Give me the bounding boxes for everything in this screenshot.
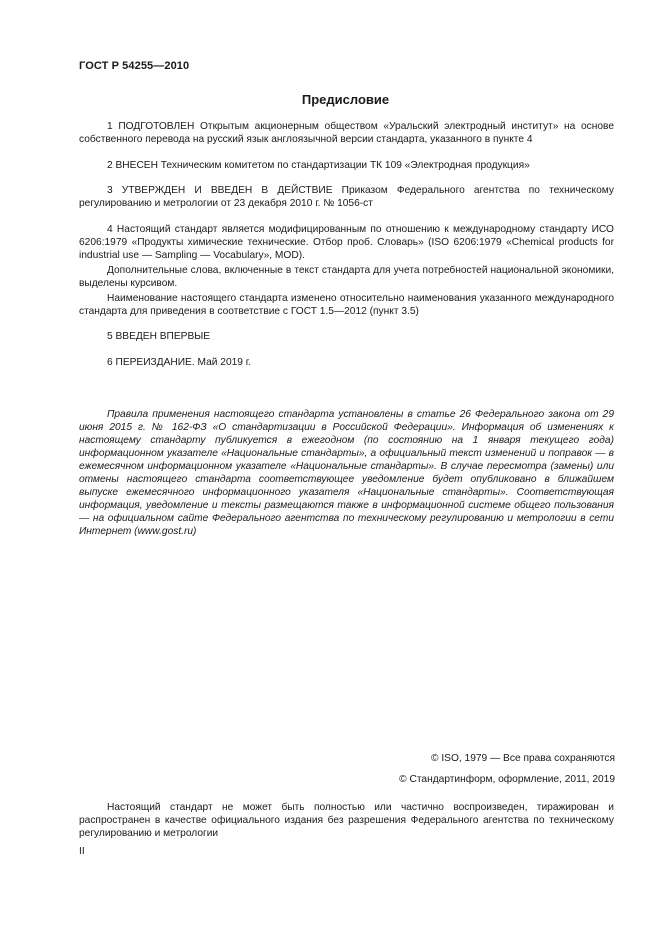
page-number: II: [79, 846, 85, 857]
paragraph-3: 3 УТВЕРЖДЕН И ВВЕДЕН В ДЕЙСТВИЕ Приказом Федерального агентства по техническому регулированию и метрологии от 23 декабря 2010 г. № 1056-ст: [79, 185, 614, 209]
application-rules-notice: Правила применения настоящего стандарта установлены в статье 26 Федерального закона от 29 июня 2015 г. № 162-ФЗ «О стандартизации в Российской Федерации». Информация об изменениях к настоящему стандарту публикуется в ежегодном (по состоянию на 1 января текущего года) информационном указателе «Национальные стандарты», а официальный текст изменений и поправок — в ежемесячном информационном указателе «Национальные стандарты». В случае пересмотра (замены) или отмены настоящего стандарта соответствующее уведомление будет опубликовано в ближайшем выпуске ежемесячного информационного указателя «Национальные стандарты». Соответствующая информация, уведомление и тексты размещаются также в информационной системе общего пользования — на официальном сайте Федерального агентства по техническому регулированию и метрологии в сети Интернет (www.gost.ru): [79, 409, 614, 537]
paragraph-4-additional-words: Дополнительные слова, включенные в текст стандарта для учета потребностей национальной экономики, выделены курсивом.: [79, 265, 614, 289]
document-header: ГОСТ Р 54255—2010: [79, 60, 190, 72]
paragraph-4: 4 Настоящий стандарт является модифицированным по отношению к международному стандарту ИСО 6206:1979 «Продукты химические технические. Отбор проб. Словарь» (ISO 6206:1979 «Chemical products for industrial use — Sampling — Vocabulary», MOD).: [79, 224, 614, 261]
copyright-iso: © ISO, 1979 — Все права сохраняются: [431, 753, 615, 764]
paragraph-6: 6 ПЕРЕИЗДАНИЕ. Май 2019 г.: [107, 357, 252, 368]
copyright-standartinform: © Стандартинформ, оформление, 2011, 2019: [399, 774, 615, 785]
page-title: Предисловие: [301, 92, 390, 107]
reproduction-notice: Настоящий стандарт не может быть полностью или частично воспроизведен, тиражирован и распространен в качестве официального издания без разрешения Федерального агентства по техническому регулированию и метрологии: [79, 802, 614, 839]
paragraph-1: 1 ПОДГОТОВЛЕН Открытым акционерным обществом «Уральский электродный институт» на основе собственного перевода на русский язык англоязычной версии стандарта, указанного в пункте 4: [79, 121, 614, 145]
paragraph-2: 2 ВНЕСЕН Техническим комитетом по стандартизации ТК 109 «Электродная продукция»: [107, 160, 530, 171]
paragraph-5: 5 ВВЕДЕН ВПЕРВЫЕ: [107, 331, 211, 342]
paragraph-4-name-change: Наименование настоящего стандарта изменено относительно наименования указанного международного стандарта для приведения в соответствие с ГОСТ 1.5—2012 (пункт 3.5): [79, 293, 614, 317]
